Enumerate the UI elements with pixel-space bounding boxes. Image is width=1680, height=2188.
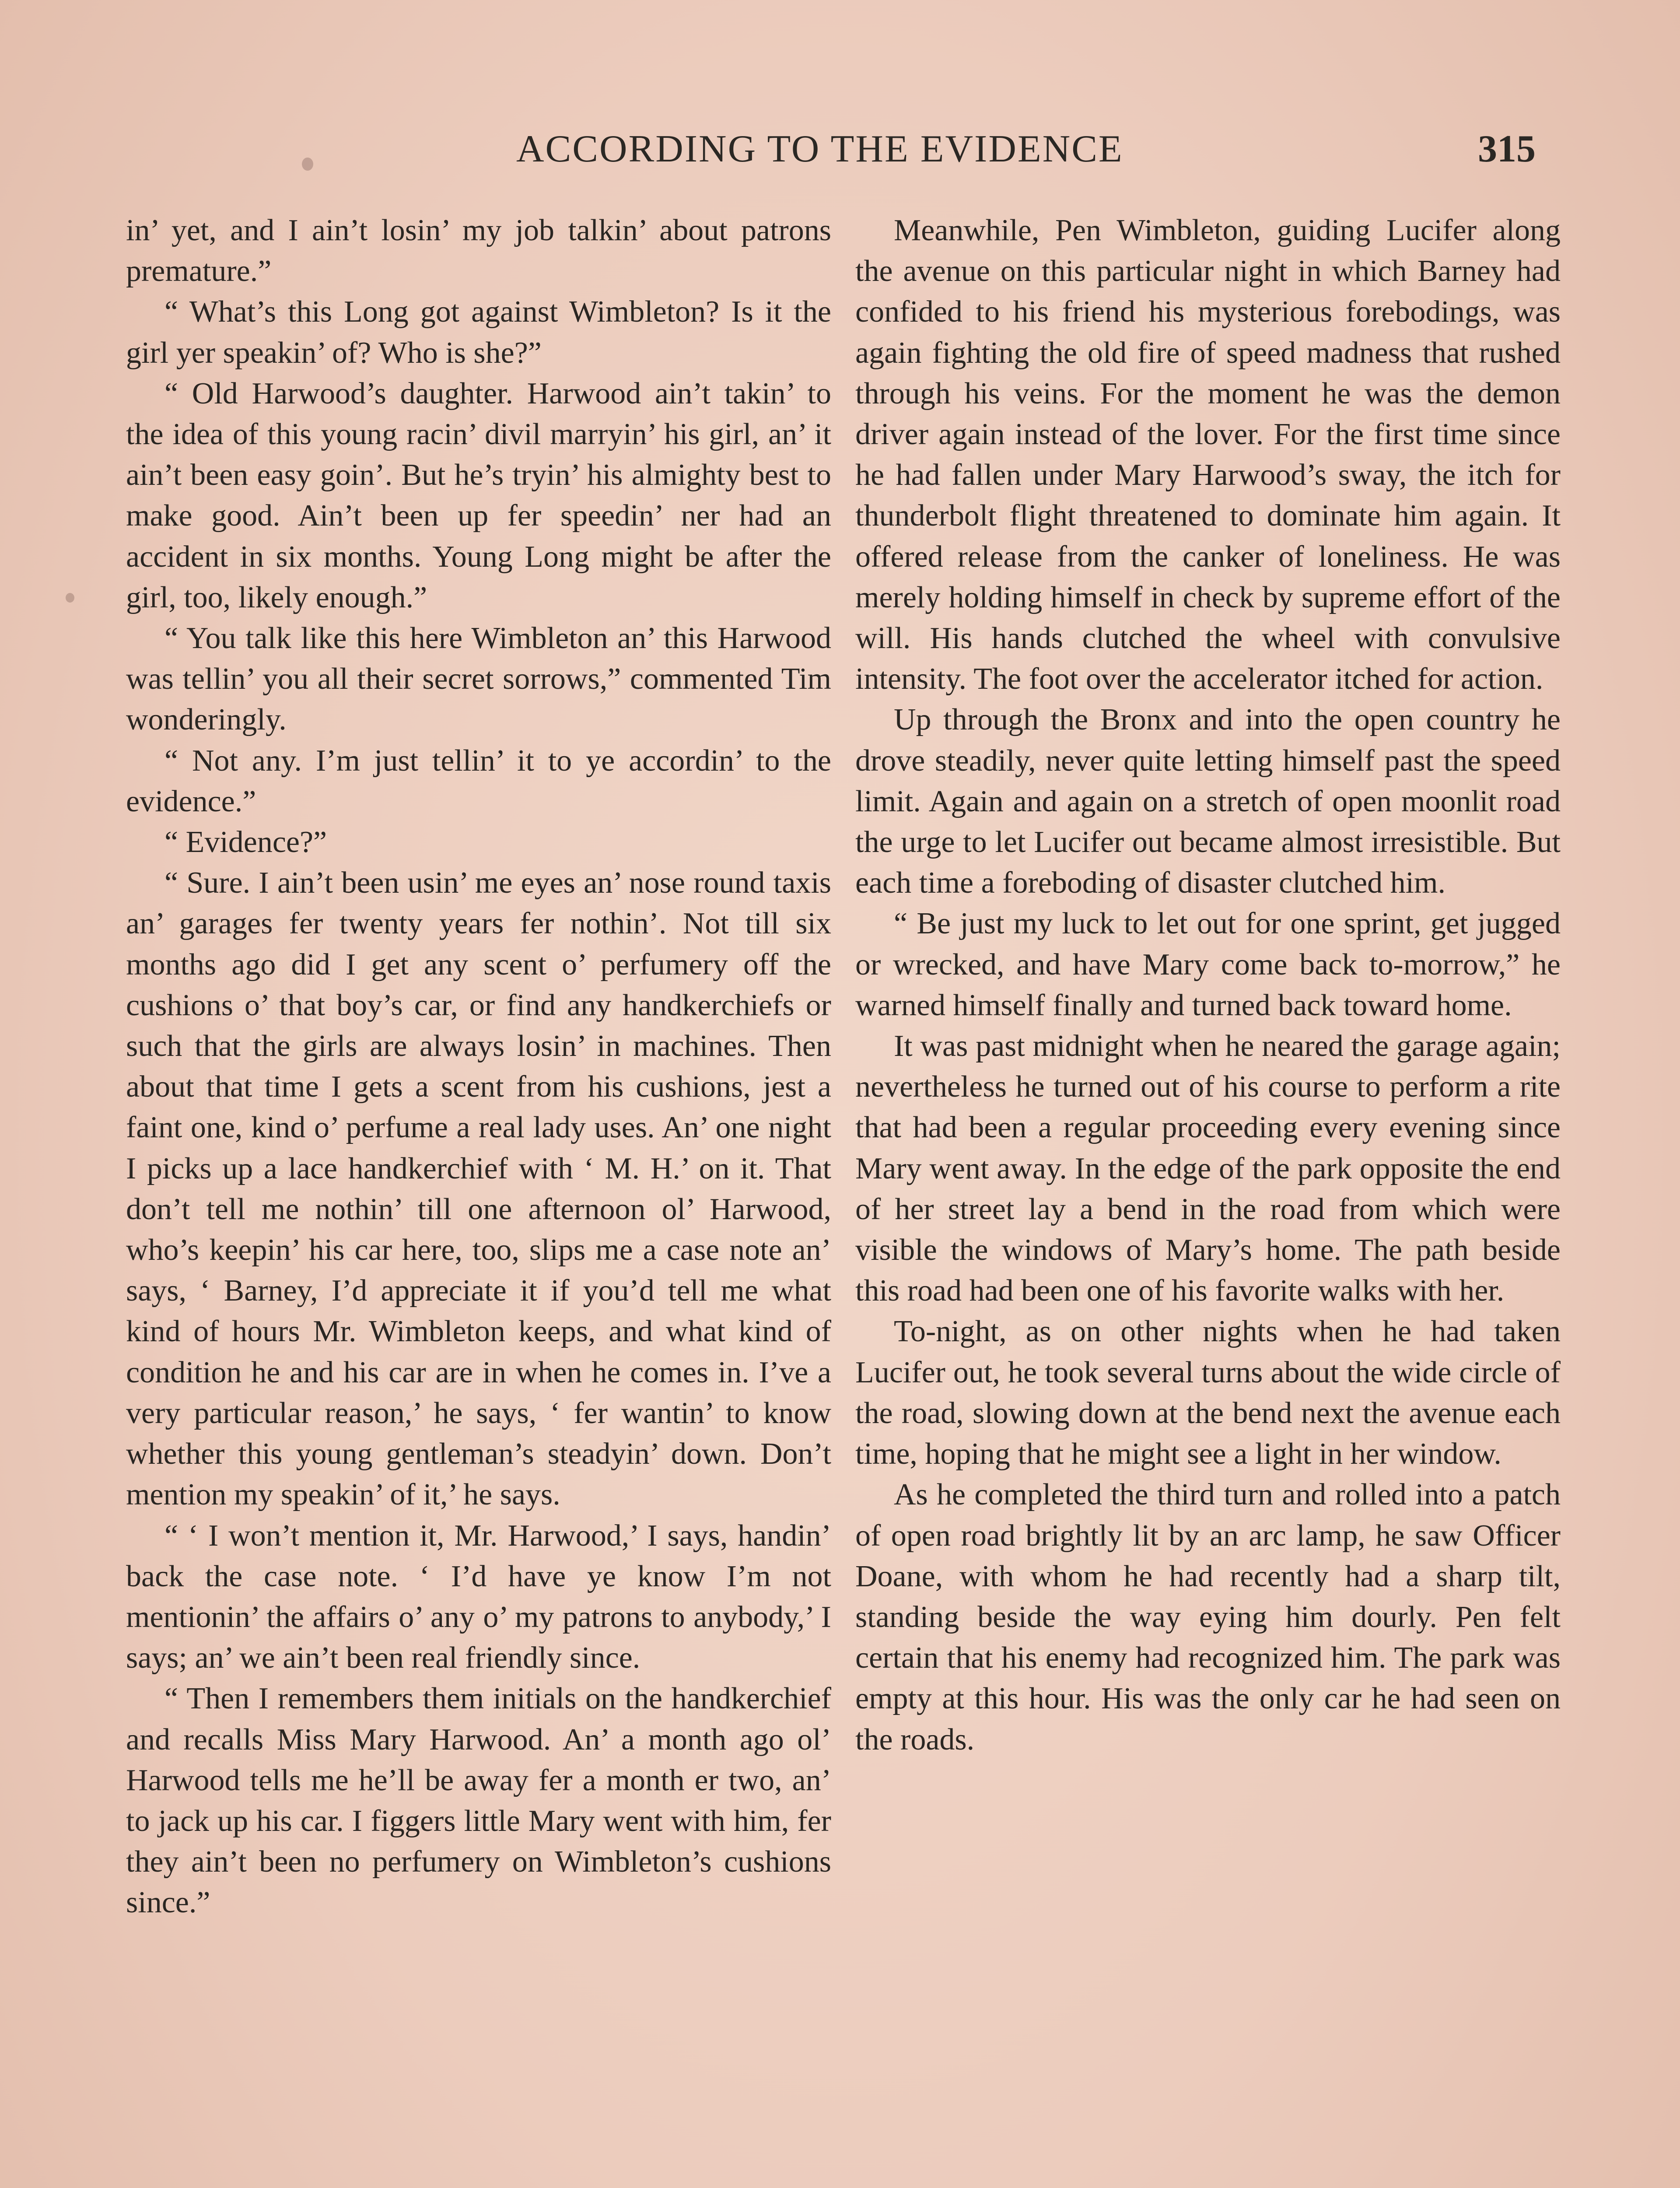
left-column: [126, 210, 831, 1923]
paragraph: “ Evidence?”: [164, 825, 327, 859]
paragraph: “ You talk like this here Wimbleton an’ this Harwood was tellin’ you all their secret sorrows,” commented Tim wonderingly.: [126, 621, 831, 737]
paragraph: in’ yet, and I ain’t losin’ my job talkin’ about patrons premature.”: [126, 214, 831, 288]
paragraph: “ Then I remembers them initials on the handkerchief and recalls Miss Mary Harwood. An’ a month ago ol’ Harwood tells me he’ll be away fer a month er two, an’ to jack up his car. I figgers little Mary went with him, fer they ain’t been no perfumery on Wimbleton’s cushions since.”: [126, 1682, 831, 1920]
page-number: 315: [1478, 128, 1536, 170]
paragraph: It was past midnight when he neared the garage again; nevertheless he turned out of his course to perform a rite that had been a regular proceeding every evening since Mary went away. In the edge of the park opposite the end of her street lay a bend in the road from which were visible the windows of Mary’s home. The path beside this road had been one of his favorite walks with her.: [855, 1029, 1561, 1308]
paragraph: “ Not any. I’m just tellin’ it to ye accordin’ to the evidence.”: [126, 743, 831, 818]
paragraph: “ Be just my luck to let out for one sprint, get jugged or wrecked, and have Mary come back to-morrow,” he warned himself finally and turned back toward home.: [855, 907, 1561, 1022]
paragraph: “ Sure. I ain’t been usin’ me eyes an’ nose round taxis an’ garages fer twenty years fer nothin’. Not till six months ago did I get any scent o’ perfumery off the cushions o’ that boy’s car, or find any handkerchiefs or such that the girls are always losin’ in machines. Then about that time I gets a scent from his cushions, jest a faint one, kind o’ perfume a real lady uses. An’ one night I picks up a lace handkerchief with ‘ M. H.’ on it. That don’t tell me nothin’ till one afternoon ol’ Harwood, who’s keepin’ his car here, too, slips me a case note an’ says, ‘ Barney, I’d appreciate it if you’d tell me what kind of hours Mr. Wimbleton keeps, and what kind of condition he and his car are in when he comes in. I’ve a very particular reason,’ he says, ‘ fer wantin’ to know whether this young gentleman’s steadyin’ down. Don’t mention my speakin’ of it,’ he says.: [126, 866, 831, 1512]
ink-smudge: [302, 158, 313, 171]
ink-smudge: [66, 593, 74, 603]
paragraph: “ ‘ I won’t mention it, Mr. Harwood,’ I says, handin’ back the case note. ‘ I’d have ye know I’m not mentionin’ the affairs o’ any o’ my patrons to anybody,’ I says; an’ we ain’t been real friendly since.: [126, 1518, 831, 1675]
paragraph: Up through the Bronx and into the open country he drove steadily, never quite letting himself past the speed limit. Again and again on a stretch of open moonlit road the urge to let Lucifer out became almost irresistible. But each time a foreboding of disaster clutched him.: [855, 703, 1561, 900]
right-column: [855, 210, 1561, 1760]
paragraph: To-night, as on other nights when he had taken Lucifer out, he took several turns about the wide circle of the road, slowing down at the bend next the avenue each time, hoping that he might see a light in her window.: [855, 1315, 1561, 1471]
paragraph: “ What’s this Long got against Wimbleton? Is it the girl yer speakin’ of? Who is she?”: [126, 295, 831, 370]
running-title: ACCORDING TO THE EVIDENCE: [516, 128, 1124, 170]
paragraph: “ Old Harwood’s daughter. Harwood ain’t takin’ to the idea of this young racin’ divil marryin’ his girl, an’ it ain’t been easy goin’. But he’s tryin’ his almighty best to make good. Ain’t been up fer speedin’ ner had an accident in six months. Young Long might be after the girl, too, likely enough.”: [126, 376, 831, 614]
paragraph: Meanwhile, Pen Wimbleton, guiding Lucifer along the avenue on this particular night in which Barney had confided to his friend his mysterious forebodings, was again fighting the old fire of speed madness that rushed through his veins. For the moment he was the demon driver again instead of the lover. For the first time since he had fallen under Mary Harwood’s sway, the itch for thunderbolt flight threatened to dominate him again. It offered release from the canker of loneliness. He was merely holding himself in check by supreme effort of the will. His hands clutched the wheel with convulsive intensity. The foot over the accelerator itched for action.: [855, 214, 1561, 696]
paragraph: As he completed the third turn and rolled into a patch of open road brightly lit by an arc lamp, he saw Officer Doane, with whom he had recently had a sharp tilt, standing beside the way eying him dourly. Pen felt certain that his enemy had recognized him. The park was empty at this hour. His was the only car he had seen on the roads.: [855, 1478, 1561, 1757]
